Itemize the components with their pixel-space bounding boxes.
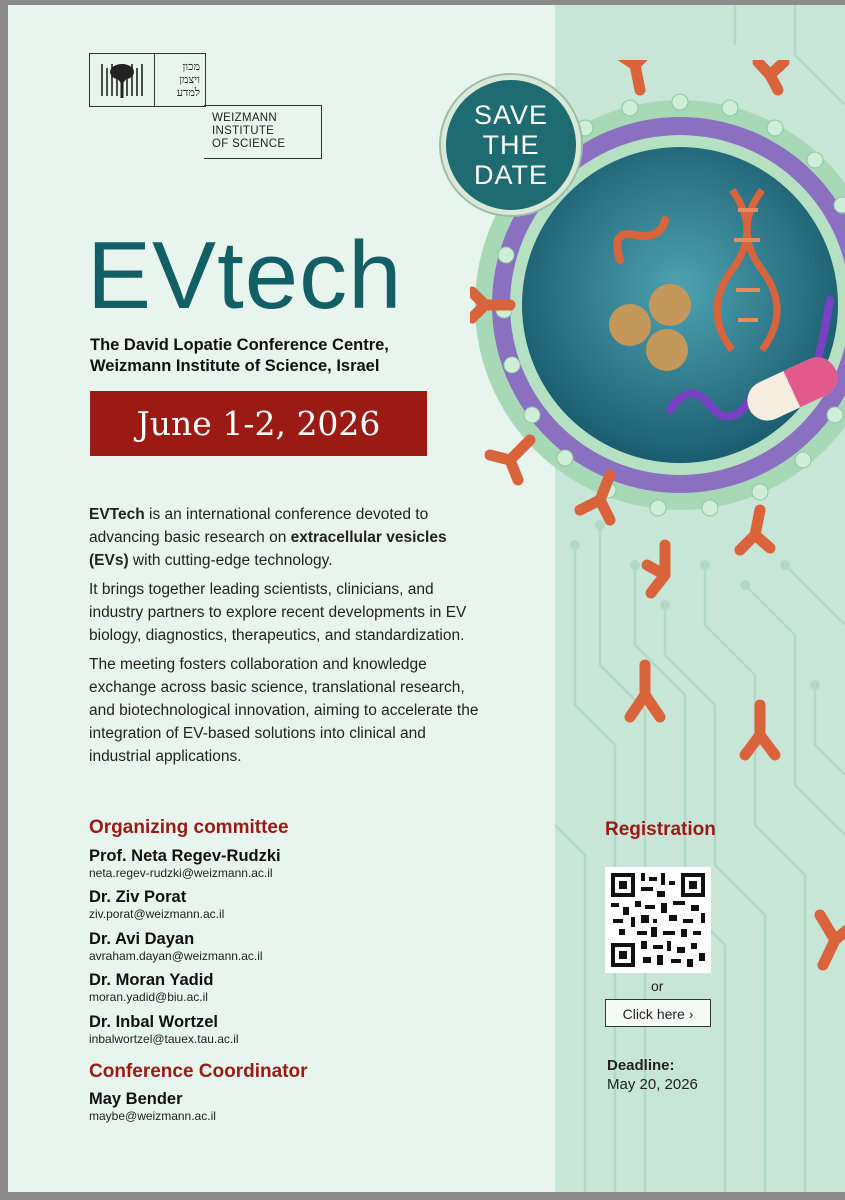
description-p2: It brings together leading scientists, clinicians, and industry partners to explore recent developments in EV biology, diagnostics, therapeutics, and standardization. [89, 581, 467, 644]
coordinator-heading: Conference Coordinator [89, 1061, 308, 1082]
conference-date: June 1-2, 2026 [90, 391, 427, 456]
committee-member: Dr. Inbal Wortzel inbalwortzel@tauex.tau.ac.il [89, 1013, 239, 1046]
committee-member: Prof. Neta Regev-Rudzki neta.regev-rudzki@weizmann.ac.il [89, 847, 281, 880]
description [89, 503, 489, 774]
coordinator: May Bender maybe@weizmann.ac.il [89, 1090, 216, 1123]
save-the-date-badge: SAVE THE DATE [441, 75, 581, 215]
tree-icon [98, 60, 146, 100]
committee-member: Dr. Ziv Porat ziv.porat@weizmann.ac.il [89, 888, 225, 921]
poster [8, 5, 845, 1192]
or-label: or [651, 978, 664, 994]
chevron-right-icon: › [688, 1006, 694, 1022]
committee-member: Dr. Moran Yadid moran.yadid@biu.ac.il [89, 971, 214, 1004]
conference-title: EVtech [87, 222, 403, 329]
organizing-committee-heading: Organizing committee [89, 817, 289, 838]
committee-member: Dr. Avi Dayan avraham.dayan@weizmann.ac.il [89, 930, 263, 963]
logo-english: WEIZMANN INSTITUTE OF SCIENCE [212, 112, 286, 150]
logo-hebrew: מכון ויצמן למדע [176, 60, 200, 99]
description-p3: The meeting fosters collaboration and knowledge exchange across basic science, translational research, and biotechnological innovation, aiming to accelerate the integration of EV-based solutions into clinical and industrial applications. [89, 656, 479, 765]
qr-code-icon[interactable] [605, 867, 711, 973]
venue: The David Lopatie Conference Centre, Weizmann Institute of Science, Israel [90, 336, 389, 375]
registration-button[interactable]: Click here › [605, 999, 711, 1027]
registration-heading: Registration [605, 819, 716, 840]
description-p1: EVTech is an international conference devoted to advancing basic research on extracellular vesicles (EVs) with cutting-edge technology. [89, 506, 447, 569]
logo-emblem-box [89, 53, 206, 107]
logo-text-box [204, 105, 322, 159]
deadline: Deadline: May 20, 2026 [607, 1057, 698, 1093]
